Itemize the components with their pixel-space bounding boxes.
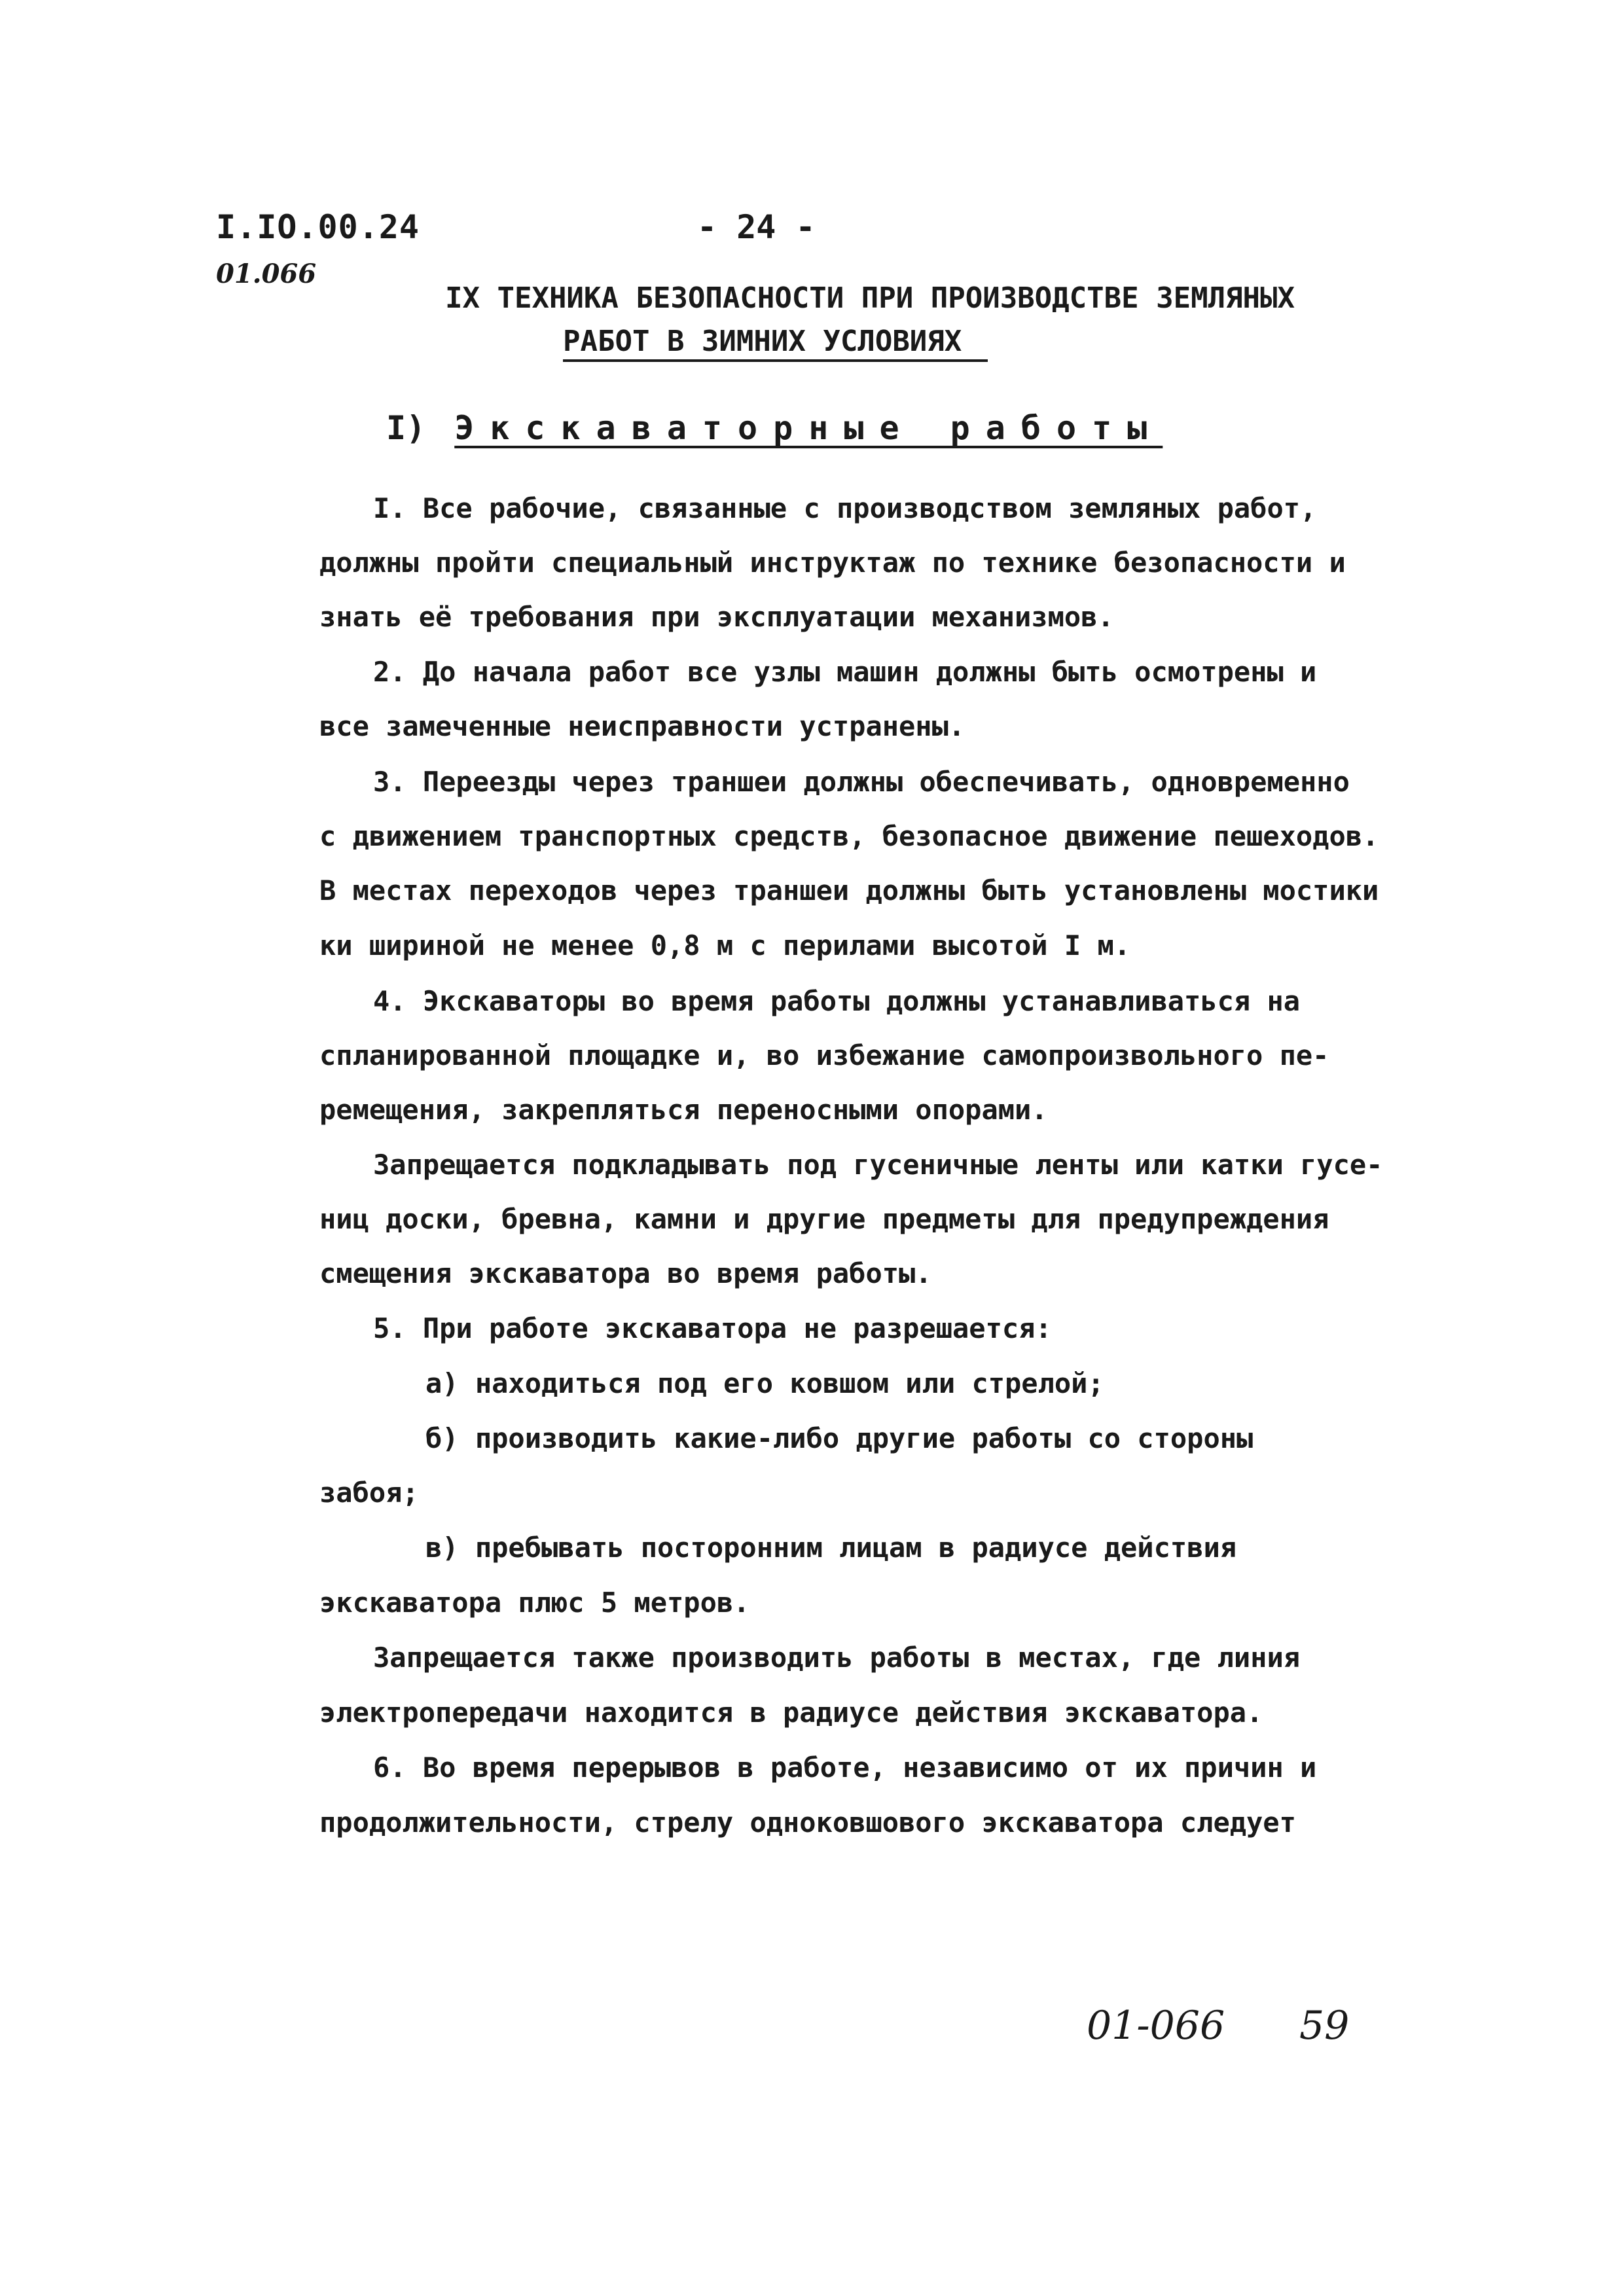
body-line: ниц доски, бревна, камни и другие предметы для предупреждения [319, 1203, 1329, 1235]
body-line: 6. Во время перерывов в работе, независимо от их причин и [373, 1751, 1317, 1784]
footer-handwritten-page: 59 [1299, 2003, 1350, 2049]
body-line: I. Все рабочие, связанные с производством земляных работ, [373, 492, 1317, 524]
body-line: В местах переходов через траншеи должны быть установлены мостики [319, 874, 1379, 906]
handwritten-code: 01.066 [216, 259, 317, 289]
body-line: а) находиться под его ковшом или стрелой; [425, 1367, 1104, 1399]
chapter-title-line-1: IX ТЕХНИКА БЕЗОПАСНОСТИ ПРИ ПРОИЗВОДСТВЕ ЗЕМЛЯНЫХ [445, 281, 1295, 315]
section-title: Экскаваторные работы [454, 409, 1163, 447]
body-line: электропередачи находится в радиусе действия экскаватора. [319, 1696, 1263, 1729]
body-line: должны пройти специальный инструктаж по технике безопасности и [319, 547, 1346, 579]
body-line: Запрещается также производить работы в местах, где линия [373, 1641, 1301, 1674]
body-line: б) производить какие-либо другие работы со стороны [425, 1422, 1254, 1454]
chapter-title-line-2: РАБОТ В ЗИМНИХ УСЛОВИЯХ [563, 325, 988, 362]
body-line: ки шириной не менее 0,8 м с перилами высотой I м. [319, 929, 1131, 961]
doc-code: I.IO.00.24 [216, 208, 420, 246]
body-line: продолжительности, стрелу одноковшового экскаватора следует [319, 1806, 1296, 1839]
body-line: ремещения, закрепляться переносными опорами. [319, 1094, 1048, 1126]
body-line: 3. Переезды через траншеи должны обеспечивать, одновременно [373, 766, 1350, 798]
footer-handwritten-code: 01-066 [1087, 2003, 1225, 2049]
section-heading [386, 409, 1163, 447]
body-line: 4. Экскаваторы во время работы должны устанавливаться на [373, 985, 1301, 1017]
body-line: все замеченные неисправности устранены. [319, 710, 965, 742]
body-line: экскаватора плюс 5 метров. [319, 1587, 750, 1619]
body-line: 5. При работе экскаватора не разрешается: [373, 1312, 1052, 1344]
body-line: знать её требования при эксплуатации механизмов. [319, 601, 1114, 633]
body-line: смещения экскаватора во время работы. [319, 1257, 932, 1289]
page-number: - 24 - [697, 208, 816, 246]
body-line: в) пребывать посторонним лицам в радиусе действия [425, 1532, 1237, 1564]
section-number: I) [386, 409, 426, 447]
body-line: забоя; [319, 1477, 419, 1509]
body-line: с движением транспортных средств, безопасное движение пешеходов. [319, 820, 1379, 852]
body-line: Запрещается подкладывать под гусеничные ленты или катки гусе- [373, 1149, 1383, 1181]
body-line: 2. До начала работ все узлы машин должны быть осмотрены и [373, 656, 1317, 688]
body-line: спланированной площадке и, во избежание самопроизвольного пе- [319, 1039, 1329, 1071]
